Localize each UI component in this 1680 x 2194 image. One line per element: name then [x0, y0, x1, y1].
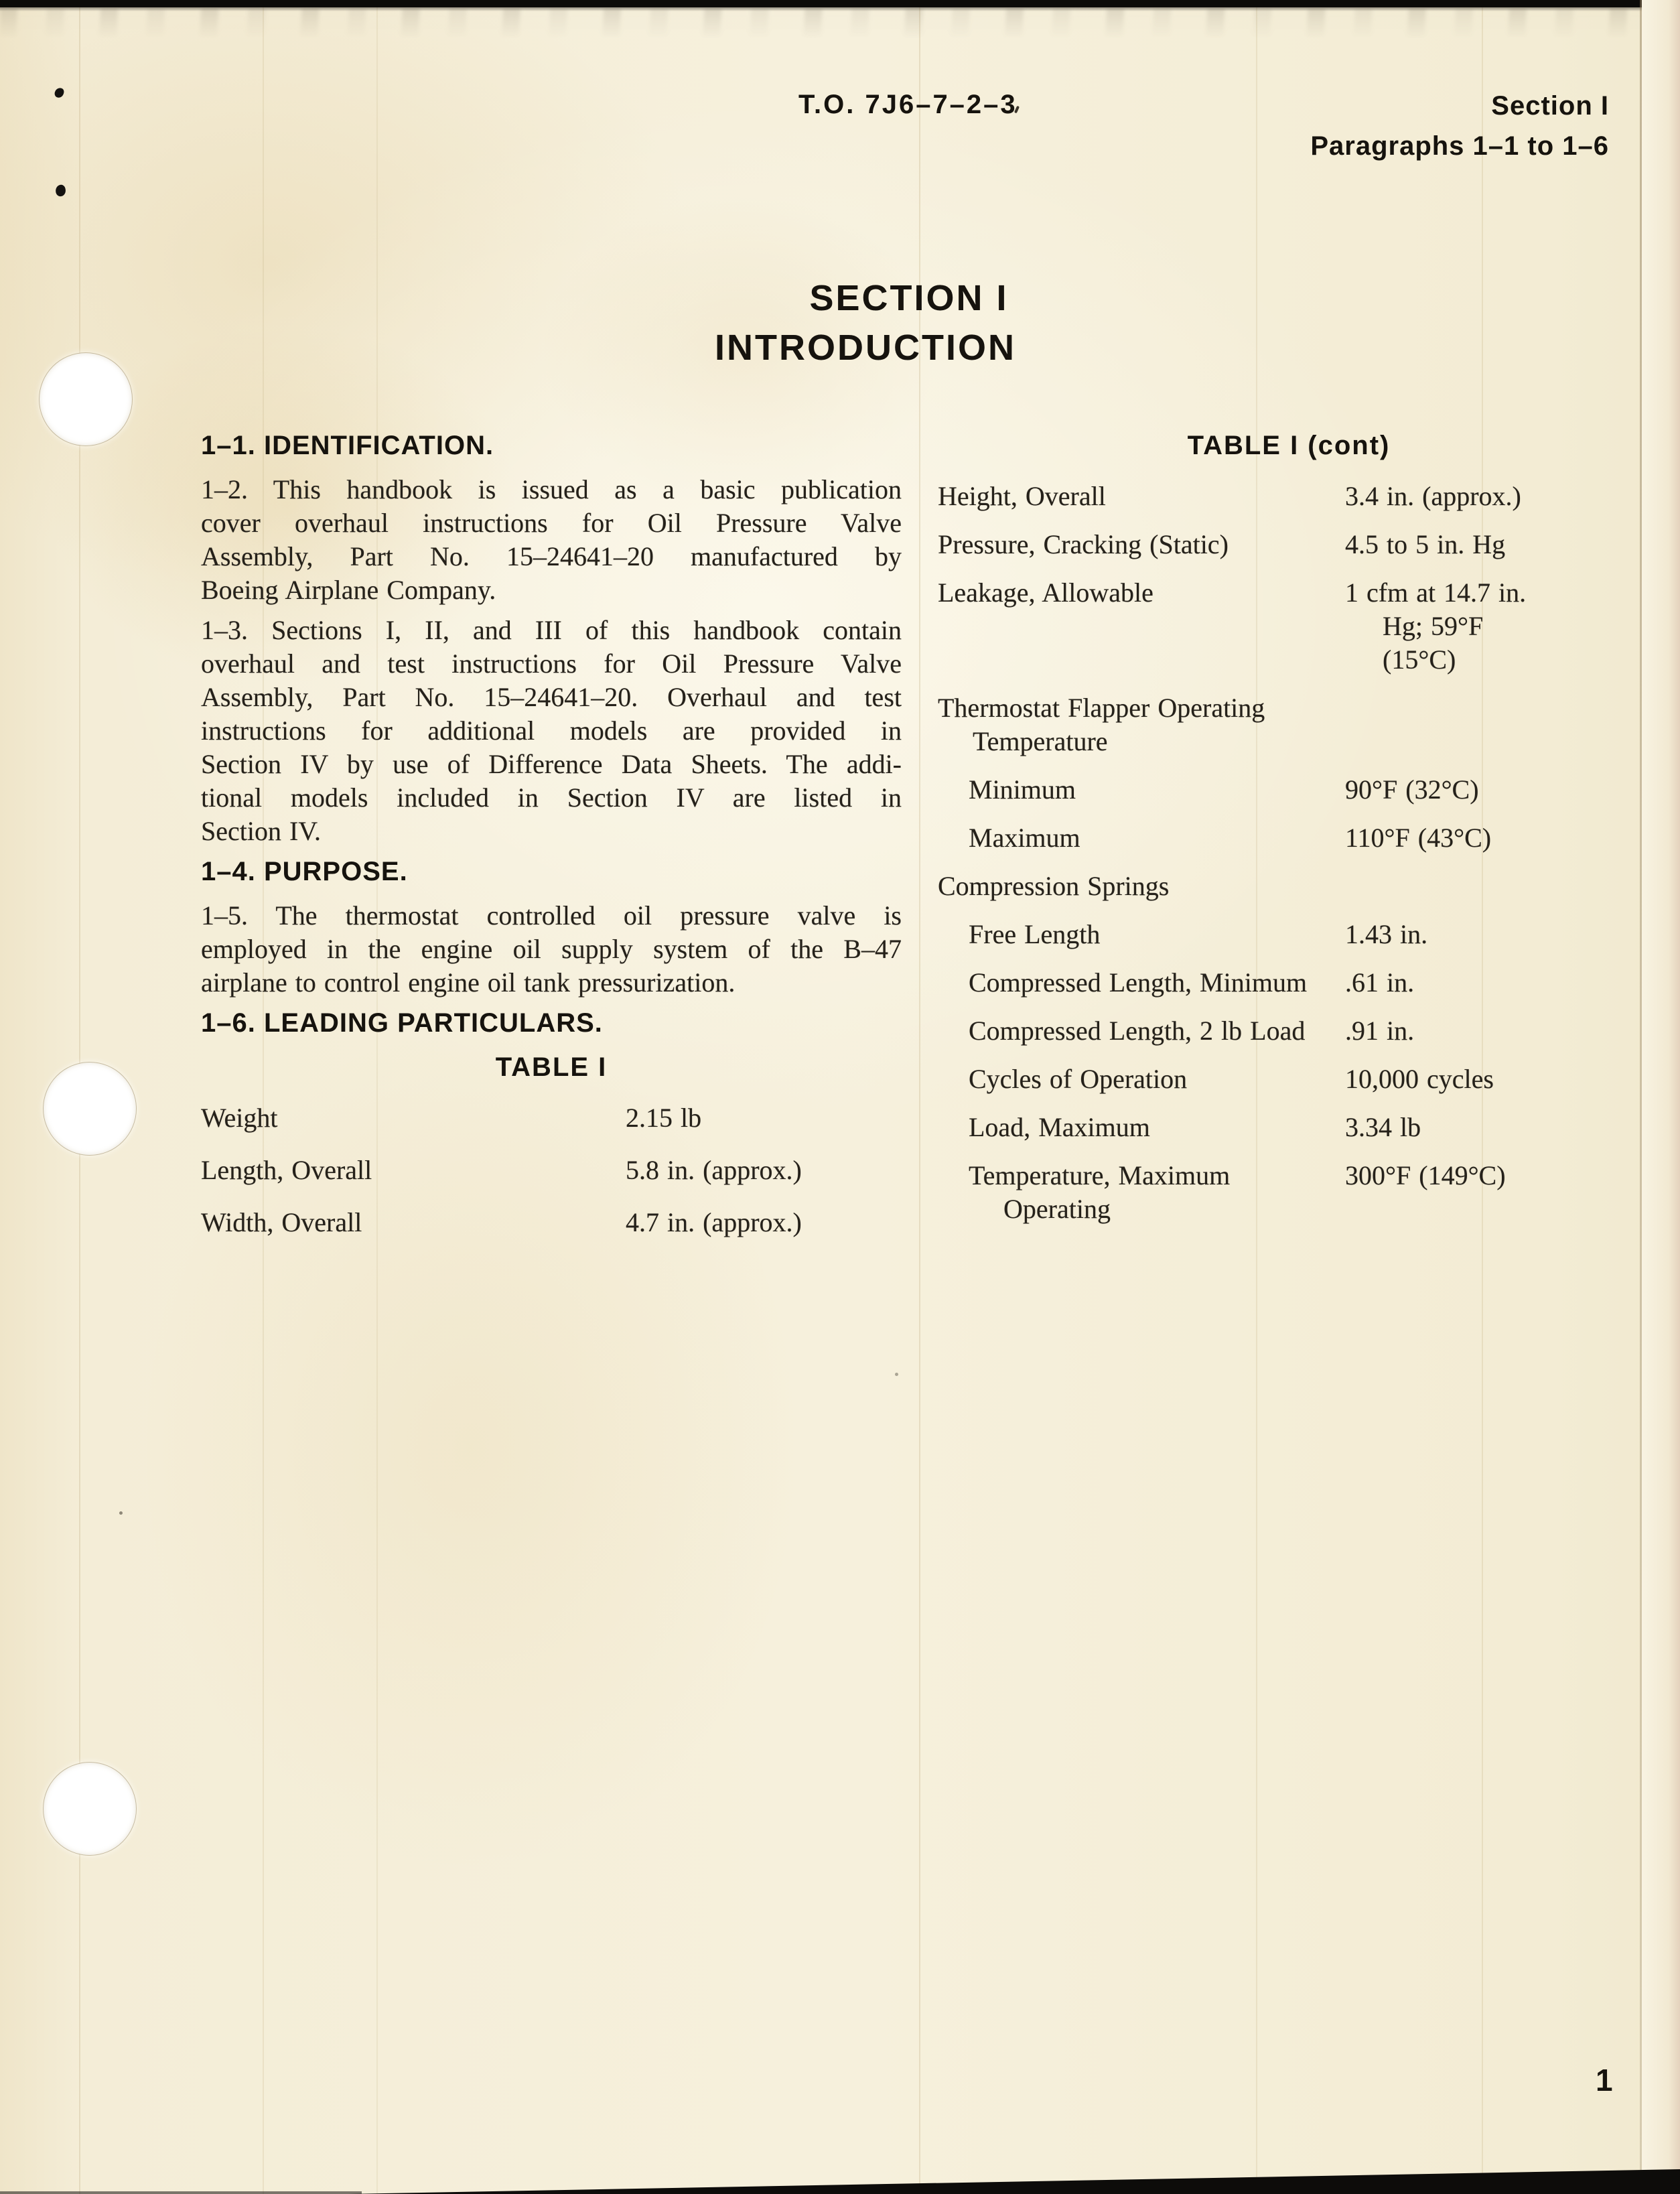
row-value: [1345, 528, 1640, 561]
section-subtitle: INTRODUCTION: [715, 328, 1016, 368]
row-value: [1345, 576, 1640, 677]
row-label-line: Height, Overall: [938, 481, 1106, 511]
row-value: [1345, 1014, 1640, 1048]
table-row: [938, 1159, 1640, 1226]
table-i-cont-title: TABLE I (cont): [1187, 431, 1391, 460]
text-line: Section IV by use of Difference Data Sheets. The addi-: [201, 749, 902, 779]
text-line: 1–3. Sections I, II, and III of this handbook contain: [201, 615, 902, 645]
running-head-section: Section I: [1491, 91, 1609, 121]
heading-leading-particulars: 1–6. LEADING PARTICULARS.: [201, 1008, 603, 1038]
text-line: Section IV.: [201, 816, 322, 846]
row-label: [938, 528, 1345, 561]
row-value-line: 1.43 in.: [1345, 919, 1428, 949]
punch-hole: [40, 353, 132, 445]
table-row: [938, 1062, 1640, 1096]
text-line: 1–5. The thermostat controlled oil pressure valve is: [201, 900, 902, 931]
row-value-line: 3.34 lb: [1345, 1112, 1421, 1142]
table-row: [938, 870, 1640, 903]
row-label: Width, Overall: [201, 1207, 362, 1237]
table-row: [938, 480, 1640, 513]
row-label-line: Compressed Length, Minimum: [969, 967, 1308, 998]
table-row: [938, 1111, 1640, 1144]
row-value-line: 3.4 in. (approx.): [1345, 481, 1521, 511]
row-value: [1345, 1159, 1640, 1226]
scan-top-smudge: [0, 8, 1680, 39]
row-label: [938, 691, 1345, 758]
row-value: [1345, 821, 1640, 855]
running-head-paragraphs: Paragraphs 1–1 to 1–6: [1310, 131, 1609, 161]
row-value: [1345, 1111, 1640, 1144]
text-line: employed in the engine oil supply system of the B–47: [201, 934, 902, 964]
table-row: [938, 966, 1640, 1000]
row-value: 2.15 lb: [626, 1103, 702, 1133]
row-label-line: Operating: [1003, 1194, 1111, 1224]
row-label-line: Pressure, Cracking (Static): [938, 529, 1229, 559]
text-line: tional models included in Section IV are listed in: [201, 782, 902, 813]
text-line: Assembly, Part No. 15–24641–20. Overhaul and test: [201, 682, 902, 712]
page-number: 1: [1596, 2063, 1614, 2098]
text-line: cover overhaul instructions for Oil Pressure Valve: [201, 508, 902, 538]
row-label-line: Temperature, Maximum: [969, 1160, 1231, 1190]
table-i-title: TABLE I: [495, 1052, 608, 1082]
row-value: [1345, 870, 1640, 903]
scan-bottom-line: [0, 2191, 362, 2194]
row-label: [938, 870, 1345, 903]
table-row: [938, 528, 1640, 561]
table-row: [938, 821, 1640, 855]
text-line: instructions for additional models are provided in: [201, 715, 902, 746]
running-head-right: [1310, 86, 1609, 166]
row-value-line: .61 in.: [1345, 967, 1415, 998]
row-value-line: 1 cfm at 14.7 in.: [1345, 577, 1527, 608]
text-line: Boeing Airplane Company.: [201, 575, 496, 605]
row-value: [1345, 1062, 1640, 1096]
heading-identification: 1–1. IDENTIFICATION.: [201, 431, 494, 460]
heading-purpose: 1–4. PURPOSE.: [201, 857, 408, 886]
scan-speck: [895, 1373, 898, 1376]
ink-dot: [54, 184, 66, 198]
table-row: [938, 918, 1640, 951]
row-label-line: Thermostat Flapper Operating: [938, 693, 1265, 723]
row-label: [938, 1062, 1345, 1096]
punch-hole: [44, 1763, 136, 1855]
row-value-line: 110°F (43°C): [1345, 823, 1492, 853]
table-row: [201, 1101, 902, 1135]
row-label-line: Cycles of Operation: [969, 1064, 1188, 1094]
paragraph-1-2: [201, 473, 902, 607]
punch-hole: [44, 1062, 136, 1155]
leading-particulars-table: [201, 1101, 902, 1239]
row-value-line: .91 in.: [1345, 1016, 1415, 1046]
row-value-line: Hg; 59°F: [1383, 611, 1484, 641]
scan-top-band: [0, 0, 1680, 7]
row-label-line: Compression Springs: [938, 871, 1170, 901]
row-label: [938, 821, 1345, 855]
row-label-line: Load, Maximum: [969, 1112, 1150, 1142]
row-value: [1345, 773, 1640, 807]
section-title: SECTION I: [809, 278, 1009, 318]
row-label-line: Leakage, Allowable: [938, 577, 1153, 608]
scan-bottom-band: [348, 2166, 1680, 2194]
text-line: airplane to control engine oil tank pressurization.: [201, 967, 736, 998]
table-row: [938, 576, 1640, 677]
paragraph-1-5: [201, 899, 902, 1000]
row-value-line: 10,000 cycles: [1345, 1064, 1494, 1094]
text-line: 1–2. This handbook is issued as a basic publication: [201, 474, 902, 504]
row-value-line: 300°F (149°C): [1345, 1160, 1506, 1190]
text-line: Assembly, Part No. 15–24641–20 manufactured by: [201, 541, 902, 571]
left-column: [201, 429, 902, 1258]
row-value-line: 4.5 to 5 in. Hg: [1345, 529, 1506, 559]
row-value-line: (15°C): [1383, 644, 1456, 675]
row-value: [1345, 918, 1640, 951]
row-label: [938, 1111, 1345, 1144]
scanner-background: [1642, 0, 1680, 2194]
scan-speck: [119, 1511, 123, 1515]
row-label-line: Free Length: [969, 919, 1101, 949]
row-label: [938, 576, 1345, 677]
row-label-line: Temperature: [973, 726, 1108, 756]
row-label: [938, 918, 1345, 951]
text-line: overhaul and test instructions for Oil Pressure Valve: [201, 648, 902, 679]
table-row: [938, 1014, 1640, 1048]
to-number: T.O. 7J6–7–2–3: [798, 90, 1018, 119]
row-label: Length, Overall: [201, 1155, 372, 1185]
row-label: [938, 1159, 1345, 1226]
row-value: [1345, 480, 1640, 513]
paragraph-1-3: [201, 614, 902, 848]
table-row: [201, 1206, 902, 1239]
ink-dot: [54, 86, 65, 99]
row-value: 4.7 in. (approx.): [626, 1207, 802, 1237]
row-value: [1345, 966, 1640, 1000]
table-row: [201, 1154, 902, 1187]
row-label-line: Minimum: [969, 774, 1076, 805]
row-label: [938, 773, 1345, 807]
row-value: 5.8 in. (approx.): [626, 1155, 802, 1185]
row-label: [938, 1014, 1345, 1048]
row-label-line: Maximum: [969, 823, 1080, 853]
row-value: [1345, 691, 1640, 758]
row-label: Weight: [201, 1103, 278, 1133]
right-column: [938, 429, 1640, 1241]
row-label: [938, 966, 1345, 1000]
row-value-line: 90°F (32°C): [1345, 774, 1479, 805]
row-label-line: Compressed Length, 2 lb Load: [969, 1016, 1306, 1046]
row-label: [938, 480, 1345, 513]
table-row: [938, 691, 1640, 758]
table-row: [938, 773, 1640, 807]
table-cont-rows: [938, 480, 1640, 1226]
